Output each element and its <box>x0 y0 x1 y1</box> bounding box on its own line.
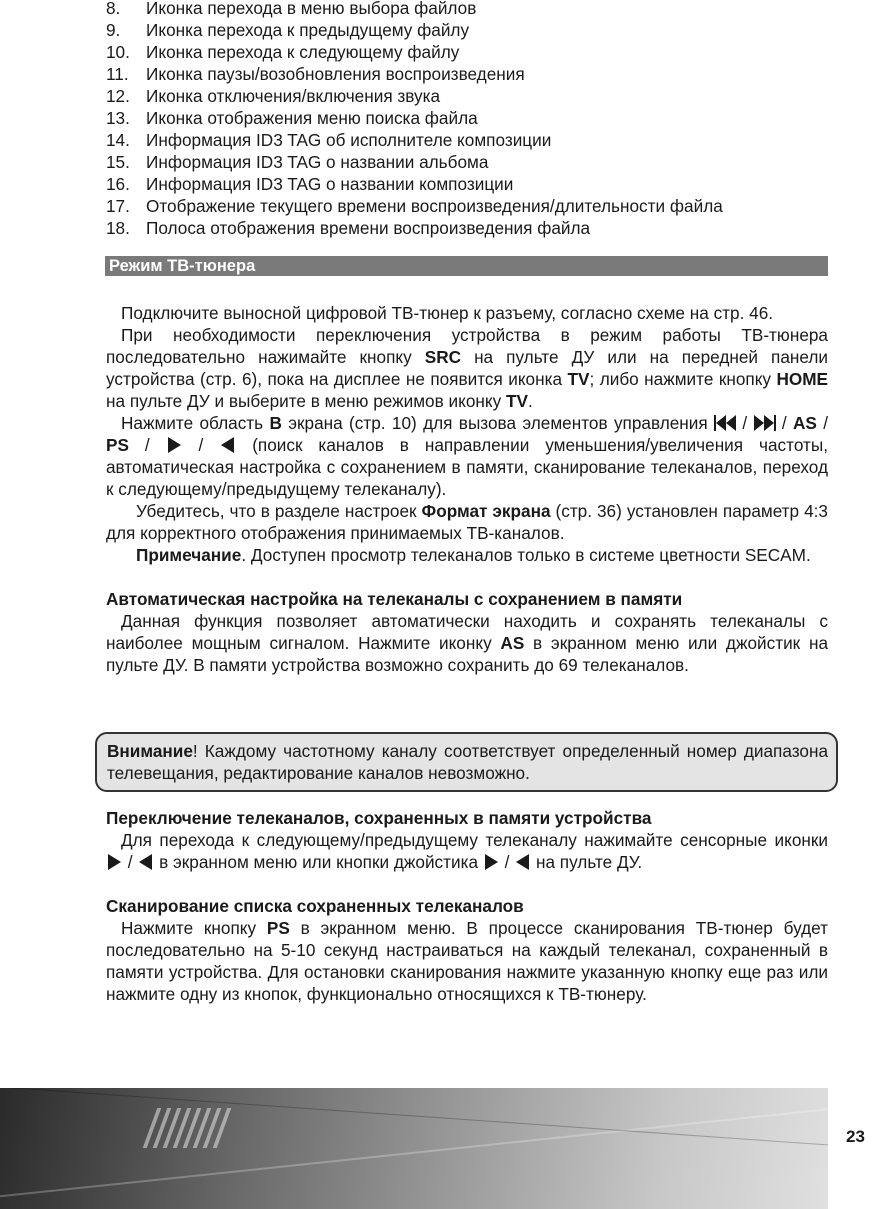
list-item: 17. Отображение текущего времени воспроизведения/длительности файла <box>106 196 723 216</box>
as-key: AS <box>792 413 817 433</box>
play-left-icon <box>516 854 529 870</box>
paragraph: Данная функция позволяет автоматически находить и сохранять телеканалы с наиболее мощным сигналом. Нажмите иконку AS в экранном меню или джойстик на пульте ДУ. В памяти устройства возможно сохранить до 69 телеканалов. <box>106 611 829 675</box>
paragraph: Убедитесь, что в разделе настроек Формат экрана (стр. 36) установлен параметр 4:3 для корректного отображения принимаемых ТВ-каналов. <box>106 501 828 543</box>
channel-switch-section <box>106 807 828 1005</box>
list-item: 9. Иконка перехода к предыдущему файлу <box>106 20 470 40</box>
scan-heading: Сканирование списка сохраненных телеканалов <box>106 896 524 916</box>
warning-label: Внимание <box>107 741 193 761</box>
note-paragraph: Примечание. Доступен просмотр телеканалов только в системе цветности SECAM. <box>136 545 811 565</box>
area-b-label: B <box>269 413 282 433</box>
section-title-bar: Режим ТВ-тюнера <box>105 256 828 276</box>
list-item: 14. Информация ID3 TAG об исполнителе композиции <box>106 130 552 150</box>
paragraph: При необходимости переключения устройства в режим работы ТВ-тюнера последовательно нажимайте кнопку SRC на пульте ДУ или на передней панели устройства (стр. 6), пока на дисплее не появится иконка TV; либо нажмите кнопку HOME на пульте ДУ и выберите в меню режимов иконку TV. <box>106 325 829 411</box>
list-item: 8. Иконка перехода в меню выбора файлов <box>106 0 477 18</box>
paragraph: Нажмите кнопку PS в экранном меню. В процессе сканирования ТВ-тюнер будет последовательно на 5-10 секунд настраиваться на каждый телеканал, сохраненный в памяти устройства. Для остановки сканирования нажмите указанную кнопку еще раз или нажмите одну из кнопок, функционально относящихся к ТВ-тюнеру. <box>106 918 828 1004</box>
screen-format-label: Формат экрана <box>421 501 551 521</box>
play-right-icon <box>108 854 121 870</box>
home-key: HOME <box>776 369 829 389</box>
note-label: Примечание <box>136 545 242 565</box>
page-number: 23 <box>846 1127 865 1146</box>
list-item: 10. Иконка перехода к следующему файлу <box>106 42 460 62</box>
skip-back-icon <box>714 415 736 431</box>
tv-key: TV <box>567 369 590 389</box>
play-right-icon <box>168 437 181 453</box>
play-left-icon <box>139 854 152 870</box>
auto-tuning-heading: Автоматическая настройка на телеканалы с сохранением в памяти <box>106 589 683 609</box>
src-key: SRC <box>424 347 462 367</box>
warning-box <box>95 732 838 792</box>
list-item: 12. Иконка отключения/включения звука <box>106 86 441 106</box>
list-item: 15. Информация ID3 TAG о названии альбома <box>106 152 489 172</box>
list-item: 16. Информация ID3 TAG о названии композиции <box>106 174 514 194</box>
paragraph: Подключите выносной цифровой ТВ-тюнер к разъему, согласно схеме на стр. 46. <box>121 303 774 323</box>
paragraph: Нажмите область B экрана (стр. 10) для вызова элементов управления / / AS / PS / / (поиск каналов в направлении уменьшения/увеличения частоты, автоматическая настройка с сохранением в памяти, сканирование телеканалов, переход к следующему/предыдущему телеканалу). <box>106 413 828 499</box>
as-key: AS <box>500 633 525 653</box>
list-item: 13. Иконка отображения меню поиска файла <box>106 108 478 128</box>
list-item: 11. Иконка паузы/возобновления воспроизведения <box>106 64 525 84</box>
tv-key: TV <box>505 391 528 411</box>
paragraph: Для перехода к следующему/предыдущему телеканалу нажимайте сенсорные иконки / в экранном меню или кнопки джойстика / на пульте ДУ. <box>106 829 828 873</box>
play-right-icon <box>485 854 498 870</box>
switch-heading: Переключение телеканалов, сохраненных в памяти устройства <box>106 808 652 828</box>
icon-legend-list <box>106 0 836 239</box>
skip-forward-icon <box>754 415 776 431</box>
footer-banner <box>0 1088 828 1209</box>
tv-tuner-section <box>106 302 828 676</box>
warning-text: Внимание! Каждому частотному каналу соответствует определенный номер диапазона телевещания, редактирование каналов невозможно. <box>107 741 828 783</box>
list-item: 18. Полоса отображения времени воспроизведения файла <box>106 218 591 238</box>
ps-key: PS <box>266 918 290 938</box>
ps-key: PS <box>106 435 129 455</box>
play-left-icon <box>221 437 234 453</box>
